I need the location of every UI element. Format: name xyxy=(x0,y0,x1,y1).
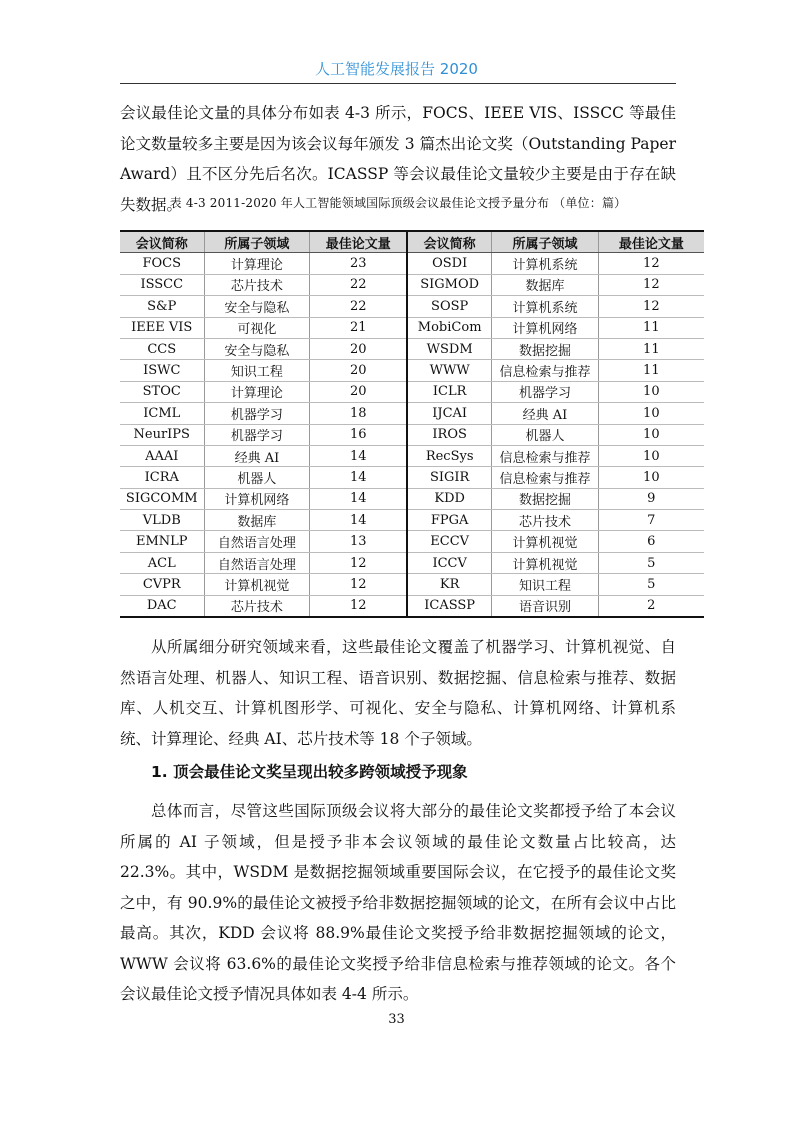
table-row xyxy=(120,510,704,531)
conference-cell: NeurIPS xyxy=(120,424,204,445)
conference-cell: WWW xyxy=(407,360,492,381)
conference-cell: KR xyxy=(407,574,492,595)
table-row xyxy=(120,296,704,317)
count-cell: 22 xyxy=(310,296,407,317)
conference-cell: MobiCom xyxy=(407,317,492,338)
count-cell: 10 xyxy=(598,445,704,466)
domains-paragraph: 从所属细分研究领域来看，这些最佳论文覆盖了机器学习、计算机视觉、自然语言处理、机器人、知识工程、语音识别、数据挖掘、信息检索与推荐、数据库、人机交互、计算机图形学、可视化、安全与隐私、计算机网络、计算机系统、计算理论、经典 AI、芯片技术等 18 个子领域。 xyxy=(120,638,676,748)
table-row xyxy=(120,424,704,445)
table-row xyxy=(120,445,704,466)
count-cell: 5 xyxy=(598,552,704,573)
count-cell: 23 xyxy=(310,253,407,274)
table-row xyxy=(120,274,704,295)
count-cell: 12 xyxy=(598,296,704,317)
conference-cell: AAAI xyxy=(120,445,204,466)
table-row xyxy=(120,338,704,359)
count-cell: 12 xyxy=(310,552,407,573)
subfield-cell: 自然语言处理 xyxy=(204,552,310,573)
count-cell: 7 xyxy=(598,510,704,531)
subfield-cell: 芯片技术 xyxy=(204,274,310,295)
subfield-cell: 信息检索与推荐 xyxy=(492,445,598,466)
count-cell: 11 xyxy=(598,360,704,381)
table-row xyxy=(120,403,704,424)
conference-cell: SIGMOD xyxy=(407,274,492,295)
conference-cell: ICLR xyxy=(407,381,492,402)
count-cell: 14 xyxy=(310,467,407,488)
subfield-cell: 计算机网络 xyxy=(204,488,310,509)
conference-cell: SIGCOMM xyxy=(120,488,204,509)
header-divider xyxy=(120,83,676,84)
header-subfield: 所属子领域 xyxy=(204,231,310,253)
conference-cell: RecSys xyxy=(407,445,492,466)
conference-cell: CCS xyxy=(120,338,204,359)
page-number: 33 xyxy=(388,1012,405,1027)
subfield-cell: 机器学习 xyxy=(204,424,310,445)
header-subfield: 所属子领域 xyxy=(492,231,598,253)
subfield-cell: 自然语言处理 xyxy=(204,531,310,552)
conference-cell: IEEE VIS xyxy=(120,317,204,338)
conference-cell: S&P xyxy=(120,296,204,317)
conference-cell: SIGIR xyxy=(407,467,492,488)
subfield-cell: 数据库 xyxy=(492,274,598,295)
subfield-cell: 语音识别 xyxy=(492,595,598,617)
conference-cell: VLDB xyxy=(120,510,204,531)
count-cell: 13 xyxy=(310,531,407,552)
subfield-cell: 计算机系统 xyxy=(492,253,598,274)
count-cell: 9 xyxy=(598,488,704,509)
count-cell: 10 xyxy=(598,424,704,445)
count-cell: 16 xyxy=(310,424,407,445)
conference-cell: ICCV xyxy=(407,552,492,573)
count-cell: 10 xyxy=(598,467,704,488)
table-row xyxy=(120,488,704,509)
count-cell: 21 xyxy=(310,317,407,338)
subfield-cell: 可视化 xyxy=(204,317,310,338)
intro-paragraph: 会议最佳论文量的具体分布如表 4-3 所示，FOCS、IEEE VIS、ISSCC 等最佳论文数量较多主要是因为该会议每年颁发 3 篇杰出论文奖（Outstanding Paper Award）且不区分先后名次。ICASSP 等会议最佳论文量较少主要是由于存在缺失数据。 xyxy=(120,104,676,214)
table-row xyxy=(120,253,704,274)
count-cell: 2 xyxy=(598,595,704,617)
conference-cell: ICRA xyxy=(120,467,204,488)
conference-cell: EMNLP xyxy=(120,531,204,552)
header-conference: 会议简称 xyxy=(120,231,204,253)
count-cell: 11 xyxy=(598,317,704,338)
count-cell: 14 xyxy=(310,488,407,509)
conference-cell: OSDI xyxy=(407,253,492,274)
conference-cell: FOCS xyxy=(120,253,204,274)
conference-cell: WSDM xyxy=(407,338,492,359)
header-conference: 会议简称 xyxy=(407,231,492,253)
count-cell: 10 xyxy=(598,403,704,424)
count-cell: 5 xyxy=(598,574,704,595)
header-count: 最佳论文量 xyxy=(598,231,704,253)
count-cell: 12 xyxy=(310,595,407,617)
conference-cell: ICASSP xyxy=(407,595,492,617)
count-cell: 6 xyxy=(598,531,704,552)
table-row xyxy=(120,381,704,402)
count-cell: 22 xyxy=(310,274,407,295)
count-cell: 11 xyxy=(598,338,704,359)
conference-cell: CVPR xyxy=(120,574,204,595)
conference-cell: IJCAI xyxy=(407,403,492,424)
subfield-cell: 知识工程 xyxy=(492,574,598,595)
conference-cell: FPGA xyxy=(407,510,492,531)
subfield-cell: 计算机视觉 xyxy=(204,574,310,595)
count-cell: 20 xyxy=(310,360,407,381)
header-count: 最佳论文量 xyxy=(310,231,407,253)
cross-domain-paragraph: 总体而言，尽管这些国际顶级会议将大部分的最佳论文奖都授予给了本会议所属的 AI 子领域，但是授予非本会议领域的最佳论文数量占比较高，达 22.3%。其中，WSDM 是数据挖掘领域重要国际会议，在它授予的最佳论文奖之中，有 90.9%的最佳论文被授予给非数据挖掘领域的论文，在所有会议中占比最高。其次，KDD 会议将 88.9%最佳论文奖授予给非数据挖掘领域的论文，WWW 会议将 63.6%的最佳论文奖授予给非信息检索与推荐领域的论文。各个会议最佳论文授予情况具体如表 4-4 所示。 xyxy=(120,802,676,1003)
table-row xyxy=(120,317,704,338)
section-heading: 1. 顶会最佳论文奖呈现出较多跨领域授予现象 xyxy=(151,763,468,781)
report-header-title: 人工智能发展报告 2020 xyxy=(315,60,478,78)
subfield-cell: 数据挖掘 xyxy=(492,338,598,359)
subfield-cell: 芯片技术 xyxy=(204,595,310,617)
conference-cell: STOC xyxy=(120,381,204,402)
count-cell: 14 xyxy=(310,445,407,466)
conference-cell: ISSCC xyxy=(120,274,204,295)
subfield-cell: 计算机视觉 xyxy=(492,531,598,552)
subfield-cell: 数据库 xyxy=(204,510,310,531)
subfield-cell: 计算理论 xyxy=(204,381,310,402)
subfield-cell: 芯片技术 xyxy=(492,510,598,531)
table-row xyxy=(120,552,704,573)
count-cell: 20 xyxy=(310,381,407,402)
conference-cell: ICML xyxy=(120,403,204,424)
subfield-cell: 计算机视觉 xyxy=(492,552,598,573)
conference-cell: IROS xyxy=(407,424,492,445)
subfield-cell: 经典 AI xyxy=(492,403,598,424)
count-cell: 14 xyxy=(310,510,407,531)
count-cell: 20 xyxy=(310,338,407,359)
subfield-cell: 计算机网络 xyxy=(492,317,598,338)
conference-cell: ISWC xyxy=(120,360,204,381)
subfield-cell: 信息检索与推荐 xyxy=(492,360,598,381)
table-header-row xyxy=(120,231,704,253)
table-row xyxy=(120,360,704,381)
subfield-cell: 机器学习 xyxy=(204,403,310,424)
table-row xyxy=(120,531,704,552)
count-cell: 18 xyxy=(310,403,407,424)
count-cell: 12 xyxy=(598,274,704,295)
subfield-cell: 计算机系统 xyxy=(492,296,598,317)
subfield-cell: 机器学习 xyxy=(492,381,598,402)
subfield-cell: 经典 AI xyxy=(204,445,310,466)
conference-cell: DAC xyxy=(120,595,204,617)
conference-cell: ACL xyxy=(120,552,204,573)
subfield-cell: 机器人 xyxy=(204,467,310,488)
subfield-cell: 信息检索与推荐 xyxy=(492,467,598,488)
table-row xyxy=(120,467,704,488)
conference-cell: ECCV xyxy=(407,531,492,552)
conference-cell: SOSP xyxy=(407,296,492,317)
subfield-cell: 知识工程 xyxy=(204,360,310,381)
subfield-cell: 安全与隐私 xyxy=(204,338,310,359)
count-cell: 12 xyxy=(598,253,704,274)
table-row xyxy=(120,595,704,617)
conference-cell: KDD xyxy=(407,488,492,509)
best-paper-table xyxy=(120,230,704,618)
table-row xyxy=(120,574,704,595)
subfield-cell: 安全与隐私 xyxy=(204,296,310,317)
subfield-cell: 计算理论 xyxy=(204,253,310,274)
count-cell: 10 xyxy=(598,381,704,402)
count-cell: 12 xyxy=(310,574,407,595)
subfield-cell: 数据挖掘 xyxy=(492,488,598,509)
subfield-cell: 机器人 xyxy=(492,424,598,445)
table-caption: 表 4-3 2011-2020 年人工智能领域国际顶级会议最佳论文授予量分布 （单位：篇） xyxy=(169,196,627,210)
